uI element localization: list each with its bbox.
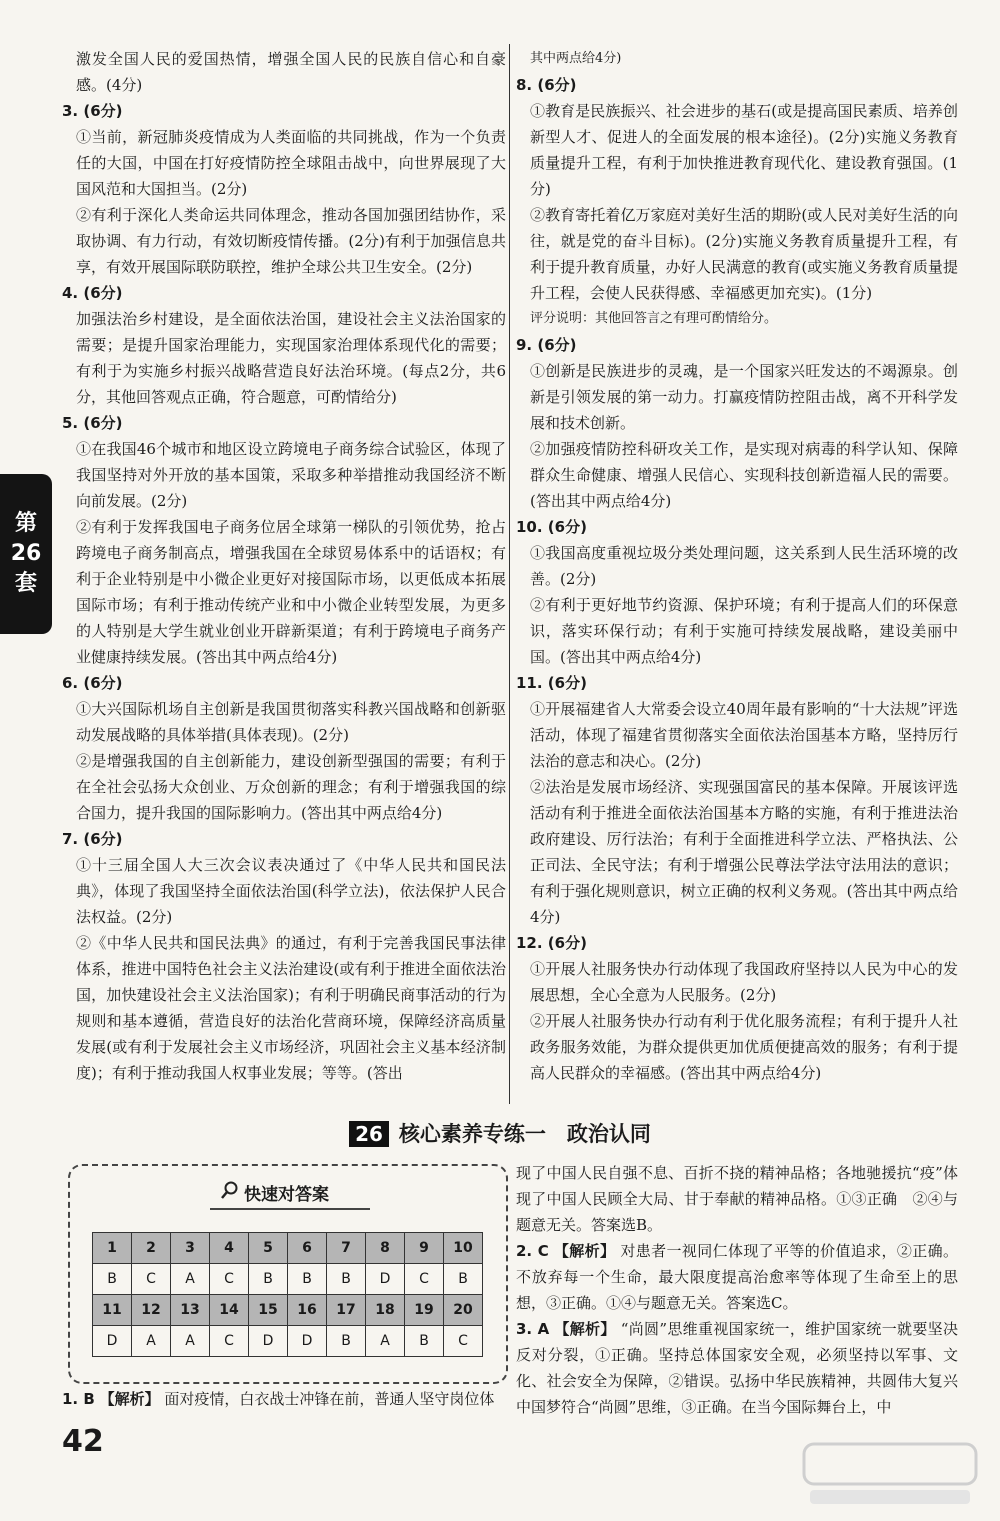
question-number-cell: 16 xyxy=(288,1295,327,1326)
analysis-label: 【解析】 xyxy=(553,1242,616,1260)
question-number-cell: 20 xyxy=(444,1295,483,1326)
left-column xyxy=(62,46,506,1086)
question-number-cell: 12 xyxy=(132,1295,171,1326)
question-number-cell: 14 xyxy=(210,1295,249,1326)
right-column xyxy=(516,46,958,1086)
paragraph: ①大兴国际机场自主创新是我国贯彻落实科教兴国战略和创新驱动发展战略的具体举措(具体表现)。(2分) xyxy=(76,700,506,744)
answer-cell: C xyxy=(210,1264,249,1295)
paragraph: ①当前，新冠肺炎疫情成为人类面临的共同挑战，作为一个负责任的大国，中国在打好疫情防控全球阻击战中，向世界展现了大国风范和大国担当。(2分) xyxy=(76,128,506,198)
paragraph: ②是增强我国的自主创新能力，建设创新型强国的需要；有利于在全社会弘扬大众创业、万众创新的理念；有利于增强我国的综合国力，提升我国的国际影响力。(答出其中两点给4分) xyxy=(76,752,506,822)
answer-cell: A xyxy=(171,1326,210,1357)
paragraph: ①开展人社服务快办行动体现了我国政府坚持以人民为中心的发展思想，全心全意为人民服务。(2分) xyxy=(530,960,958,1004)
answer-tag: 1. B xyxy=(62,1390,95,1408)
answer-cell: C xyxy=(444,1326,483,1357)
question-number-cell: 19 xyxy=(405,1295,444,1326)
quick-answer-box xyxy=(68,1164,508,1384)
question-number-cell: 13 xyxy=(171,1295,210,1326)
question-number-cell: 15 xyxy=(249,1295,288,1326)
section-title-text: 核心素养专练一 政治认同 xyxy=(398,1122,651,1146)
analysis-text: 对患者一视同仁体现了平等的价值追求，②正确。不放弃每一个生命，最大限度提高治愈率等体现了生命至上的思想，③正确。①④与题意无关。答案选C。 xyxy=(516,1242,958,1312)
answer-cell: D xyxy=(288,1326,327,1357)
answer-cell: A xyxy=(366,1326,405,1357)
question-number-cell: 7 xyxy=(327,1233,366,1264)
answer-cell: C xyxy=(132,1264,171,1295)
answer-cell: C xyxy=(210,1326,249,1357)
answer-cell: B xyxy=(249,1264,288,1295)
explanation-left xyxy=(62,1386,506,1412)
answer-cell: A xyxy=(132,1326,171,1357)
question-heading: 8. (6分) xyxy=(516,76,577,94)
paragraph: ①十三届全国人大三次会议表决通过了《中华人民共和国民法典》，体现了我国坚持全面依法治国(科学立法)，依法保护人民合法权益。(2分) xyxy=(76,856,506,926)
question-heading: 5. (6分) xyxy=(62,414,123,432)
answer-cell: C xyxy=(405,1264,444,1295)
scoring-note: 评分说明：其他回答言之有理可酌情给分。 xyxy=(530,311,778,326)
column-divider xyxy=(509,44,510,1104)
paragraph: ①教育是民族振兴、社会进步的基石(或是提高国民素质、培养创新型人才、促进人的全面发展的根本途径)。(2分)实施义务教育质量提升工程，有利于加快推进教育现代化、建设教育强国。(1分) xyxy=(530,102,958,198)
question-number-cell: 9 xyxy=(405,1233,444,1264)
question-number-cell: 1 xyxy=(93,1233,132,1264)
answer-cell: D xyxy=(249,1326,288,1357)
page-number: 42 xyxy=(62,1424,104,1459)
answer-tag: 3. A xyxy=(516,1320,550,1338)
question-number-cell: 11 xyxy=(93,1295,132,1326)
question-heading: 3. (6分) xyxy=(62,102,123,120)
answer-box-title-text: 快速对答案 xyxy=(244,1184,329,1205)
question-heading: 4. (6分) xyxy=(62,284,123,302)
question-heading: 9. (6分) xyxy=(516,336,577,354)
question-number-cell: 3 xyxy=(171,1233,210,1264)
set-number-tab xyxy=(0,474,52,634)
answer-cell: B xyxy=(93,1264,132,1295)
paragraph: ①开展福建省人大常委会设立40周年最有影响的“十大法规”评选活动，体现了福建省贯彻落实全面依法治国基本方略，坚持厉行法治的意志和决心。(2分) xyxy=(530,700,958,770)
answer-cell: A xyxy=(171,1264,210,1295)
question-heading: 7. (6分) xyxy=(62,830,123,848)
paragraph: 现了中国人民自强不息、百折不挠的精神品格；各地驰援抗“疫”体现了中国人民顾全大局、甘于奉献的精神品格。①③正确 ②④与题意无关。答案选B。 xyxy=(516,1164,958,1234)
answer-cell: B xyxy=(444,1264,483,1295)
question-number-row xyxy=(93,1295,483,1326)
answer-cell: B xyxy=(327,1264,366,1295)
paragraph: ②有利于发挥我国电子商务位居全球第一梯队的引领优势，抢占跨境电子商务制高点，增强我国在全球贸易体系中的话语权；有利于企业特别是中小微企业更好对接国际市场，以更低成本拓展国际市场；有利于推动传统产业和中小微企业转型发展，为更多的人特别是大学生就业创业开辟新渠道；有利于跨境电子商务产业健康持续发展。(答出其中两点给4分) xyxy=(76,518,506,666)
question-number-cell: 6 xyxy=(288,1233,327,1264)
question-heading: 11. (6分) xyxy=(516,674,587,692)
answer-row xyxy=(93,1264,483,1295)
question-number-cell: 8 xyxy=(366,1233,405,1264)
question-number-row xyxy=(93,1233,483,1264)
question-number-cell: 5 xyxy=(249,1233,288,1264)
answer-tag: 2. C xyxy=(516,1242,549,1260)
analysis-label: 【解析】 xyxy=(99,1390,160,1408)
paragraph: ②法治是发展市场经济、实现强国富民的基本保障。开展该评选活动有利于推进全面依法治国基本方略的实施，有利于推进法治政府建设、厉行法治；有利于全面推进科学立法、严格执法、公正司法、全民守法；有利于增强公民尊法学法守法用法的意识；有利于强化规则意识，树立正确的权利义务观。(答出其中两点给4分) xyxy=(530,778,958,926)
explanation-right xyxy=(516,1160,958,1420)
question-number-cell: 10 xyxy=(444,1233,483,1264)
paragraph: ①在我国46个城市和地区设立跨境电子商务综合试验区，体现了我国坚持对外开放的基本国策，采取多种举措推动我国经济不断向前发展。(2分) xyxy=(76,440,506,510)
paragraph: 其中两点给4分) xyxy=(530,51,622,66)
paragraph: ②加强疫情防控科研攻关工作，是实现对病毒的科学认知、保障群众生命健康、增强人民信心、实现科技创新造福人民的需要。(答出其中两点给4分) xyxy=(530,440,958,510)
answer-cell: B xyxy=(288,1264,327,1295)
question-number-cell: 17 xyxy=(327,1295,366,1326)
question-number-cell: 2 xyxy=(132,1233,171,1264)
analysis-text: 面对疫情，白衣战士冲锋在前，普通人坚守岗位体 xyxy=(164,1390,495,1408)
tab-line-1: 第 xyxy=(14,511,37,536)
section-title xyxy=(0,1118,1000,1148)
magnifier-icon xyxy=(220,1180,240,1205)
analysis-label: 【解析】 xyxy=(554,1320,616,1338)
answer-table xyxy=(92,1232,483,1357)
question-heading: 10. (6分) xyxy=(516,518,587,536)
tab-line-3: 套 xyxy=(14,571,37,596)
question-heading: 12. (6分) xyxy=(516,934,587,952)
paragraph: ②《中华人民共和国民法典》的通过，有利于完善我国民事法律体系，推进中国特色社会主义法治建设(或有利于推进全面依法治国，加快建设社会主义法治国家)；有利于明确民商事活动的行为规则和基本遵循，营造良好的法治化营商环境，保障经济高质量发展(或有利于发展社会主义市场经济，巩固社会主义基本经济制度)；有利于推动我国人权事业发展；等等。(答出 xyxy=(76,934,506,1082)
paragraph: ②开展人社服务快办行动有利于优化服务流程；有利于提升人社政务服务效能，为群众提供更加优质便捷高效的服务；有利于提高人民群众的幸福感。(答出其中两点给4分) xyxy=(530,1012,958,1082)
answer-cell: D xyxy=(366,1264,405,1295)
paragraph: ②教育寄托着亿万家庭对美好生活的期盼(或人民对美好生活的向往，就是党的奋斗目标)。(2分)实施义务教育质量提升工程，有利于提升教育质量，办好人民满意的教育(或实施义务教育质量提升工程，会使人民获得感、幸福感更加充实)。(1分) xyxy=(530,206,958,302)
question-number-cell: 4 xyxy=(210,1233,249,1264)
question-heading: 6. (6分) xyxy=(62,674,123,692)
answer-cell: B xyxy=(405,1326,444,1357)
paragraph: ②有利于更好地节约资源、保护环境；有利于提高人们的环保意识，落实环保行动；有利于实施可持续发展战略，建设美丽中国。(答出其中两点给4分) xyxy=(530,596,958,666)
question-number-cell: 18 xyxy=(366,1295,405,1326)
paragraph: ①创新是民族进步的灵魂，是一个国家兴旺发达的不竭源泉。创新是引领发展的第一动力。打赢疫情防控阻击战，离不开科学发展和技术创新。 xyxy=(530,362,958,432)
answer-cell: D xyxy=(93,1326,132,1357)
tab-line-2: 26 xyxy=(10,541,42,566)
paragraph: ①我国高度重视垃圾分类处理问题，这关系到人民生活环境的改善。(2分) xyxy=(530,544,958,588)
paragraph: 激发全国人民的爱国热情，增强全国人民的民族自信心和自豪感。(4分) xyxy=(76,50,506,94)
answer-cell: B xyxy=(327,1326,366,1357)
answer-row xyxy=(93,1326,483,1357)
paragraph: 加强法治乡村建设，是全面依法治国，建设社会主义法治国家的需要；是提升国家治理能力，实现国家治理体系现代化的需要；有利于为实施乡村振兴战略营造良好法治环境。(每点2分，共6分，其他回答观点正确，符合题意，可酌情给分) xyxy=(76,310,506,406)
paragraph: ②有利于深化人类命运共同体理念，推动各国加强团结协作，采取协调、有力行动，有效切断疫情传播。(2分)有利于加强信息共享，有效开展国际联防联控，维护全球公共卫生安全。(2分) xyxy=(76,206,506,276)
watermark-logo xyxy=(800,1440,980,1510)
answer-box-title xyxy=(220,1178,360,1206)
analysis-text: “尚圆”思维重视国家统一，维护国家统一就要坚决反对分裂，①正确。坚持总体国家安全观，必须坚持以军事、文化、社会安全为保障，②错误。弘扬中华民族精神，共圆伟大复兴中国梦符合“尚圆”思维，③正确。在当今国际舞台上，中 xyxy=(516,1320,958,1416)
section-number: 26 xyxy=(349,1121,389,1147)
